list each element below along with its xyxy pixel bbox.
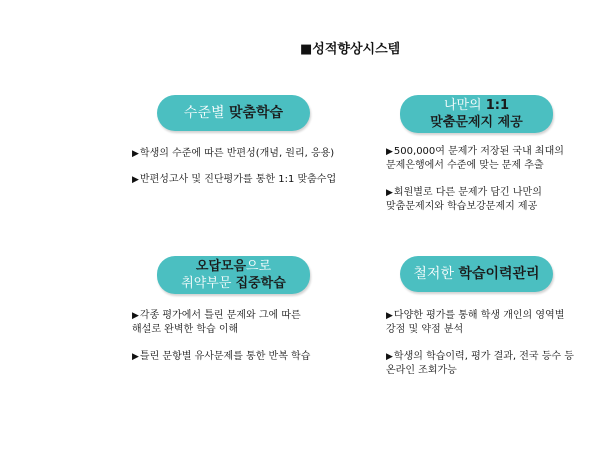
feature-bullet-line [386,200,564,214]
page-title: ■성적향상시스템 [300,42,401,57]
feature-bullet-line [132,309,310,323]
feature-bullet-text: 다양한 평가를 통해 학생 개인의 영역별 [393,310,565,321]
pill-line [157,95,310,131]
pill-text: 취약부문 [181,276,236,291]
feature-bullet [132,173,336,187]
triangle-bullet-icon: ▶ [132,149,139,159]
pill-line [400,114,553,131]
feature-pill-leveled-learning [157,95,310,131]
pill-text: 철저한 [413,266,459,282]
feature-bullets-learning-history [386,309,574,391]
feature-bullet [386,350,574,378]
pill-text: 나만의 [443,98,486,113]
feature-bullet-line [386,186,564,200]
feature-bullet [386,309,574,337]
triangle-bullet-icon: ▶ [386,147,393,157]
feature-bullet-line [132,350,310,364]
feature-bullets-custom-worksheet [386,145,564,227]
feature-bullet-line [132,173,336,187]
feature-bullet-text: 강점 및 약점 분석 [386,324,464,335]
pill-text-emphasis: 맞춤문제지 제공 [430,115,523,130]
pill-line [157,258,310,275]
feature-pill-custom-worksheet [400,95,553,133]
feature-bullet [132,350,310,364]
feature-bullet [132,309,310,337]
feature-bullet-text: 각종 평가에서 틀린 문제와 그에 따른 [139,310,301,321]
pill-line [157,275,310,292]
feature-bullet-text: 맞춤문제지와 학습보강문제지 제공 [386,201,538,212]
feature-bullet-text: 학생의 학습이력, 평가 결과, 전국 등수 등 [393,351,574,362]
triangle-bullet-icon: ▶ [386,188,393,198]
feature-bullet-text: 반편성고사 및 진단평가를 통한 1:1 맞춤수업 [139,174,337,185]
feature-pill-learning-history [400,256,553,292]
feature-bullet-text: 학생의 수준에 따른 반편성(개념, 원리, 응용) [139,148,335,159]
feature-bullet [386,145,564,173]
triangle-bullet-icon: ▶ [386,311,393,321]
feature-bullet-line [386,323,574,337]
triangle-bullet-icon: ▶ [132,175,139,185]
feature-bullet-line [386,309,574,323]
triangle-bullet-icon: ▶ [386,352,393,362]
pill-text-emphasis: 맞춤학습 [228,105,284,121]
pill-text: 으로 [246,259,272,274]
feature-bullet [386,186,564,214]
feature-bullet-text: 회원별로 다른 문제가 담긴 나만의 [393,187,542,198]
feature-pill-wrong-answer-review [157,256,310,294]
feature-bullets-wrong-answer-review [132,309,310,377]
pill-line [400,97,553,114]
feature-bullet-text: 온라인 조회가능 [386,365,457,376]
feature-bullet-text: 틀린 문항별 유사문제를 통한 반복 학습 [139,351,311,362]
feature-bullet-text: 해설로 완벽한 학습 이해 [132,324,239,335]
pill-text-emphasis: 집중학습 [235,276,286,291]
feature-bullet-line [386,145,564,159]
feature-bullet-text: 500,000여 문제가 저장된 국내 최대의 [393,146,564,157]
feature-bullet-line [386,159,564,173]
feature-bullet-line [386,364,574,378]
pill-text-emphasis: 1:1 [485,98,510,113]
pill-text: 수준별 [183,105,229,121]
pill-text-emphasis: 오답모음 [195,259,247,274]
feature-bullet-line [386,350,574,364]
feature-bullet-text: 문제은행에서 수준에 맞는 문제 추출 [386,160,544,171]
triangle-bullet-icon: ▶ [132,352,139,362]
pill-text-emphasis: 학습이력관리 [458,266,540,282]
feature-bullet-line [132,147,336,161]
triangle-bullet-icon: ▶ [132,311,139,321]
feature-bullets-leveled-learning [132,147,336,199]
feature-bullet-line [132,323,310,337]
feature-bullet [132,147,336,161]
pill-line [400,256,553,292]
